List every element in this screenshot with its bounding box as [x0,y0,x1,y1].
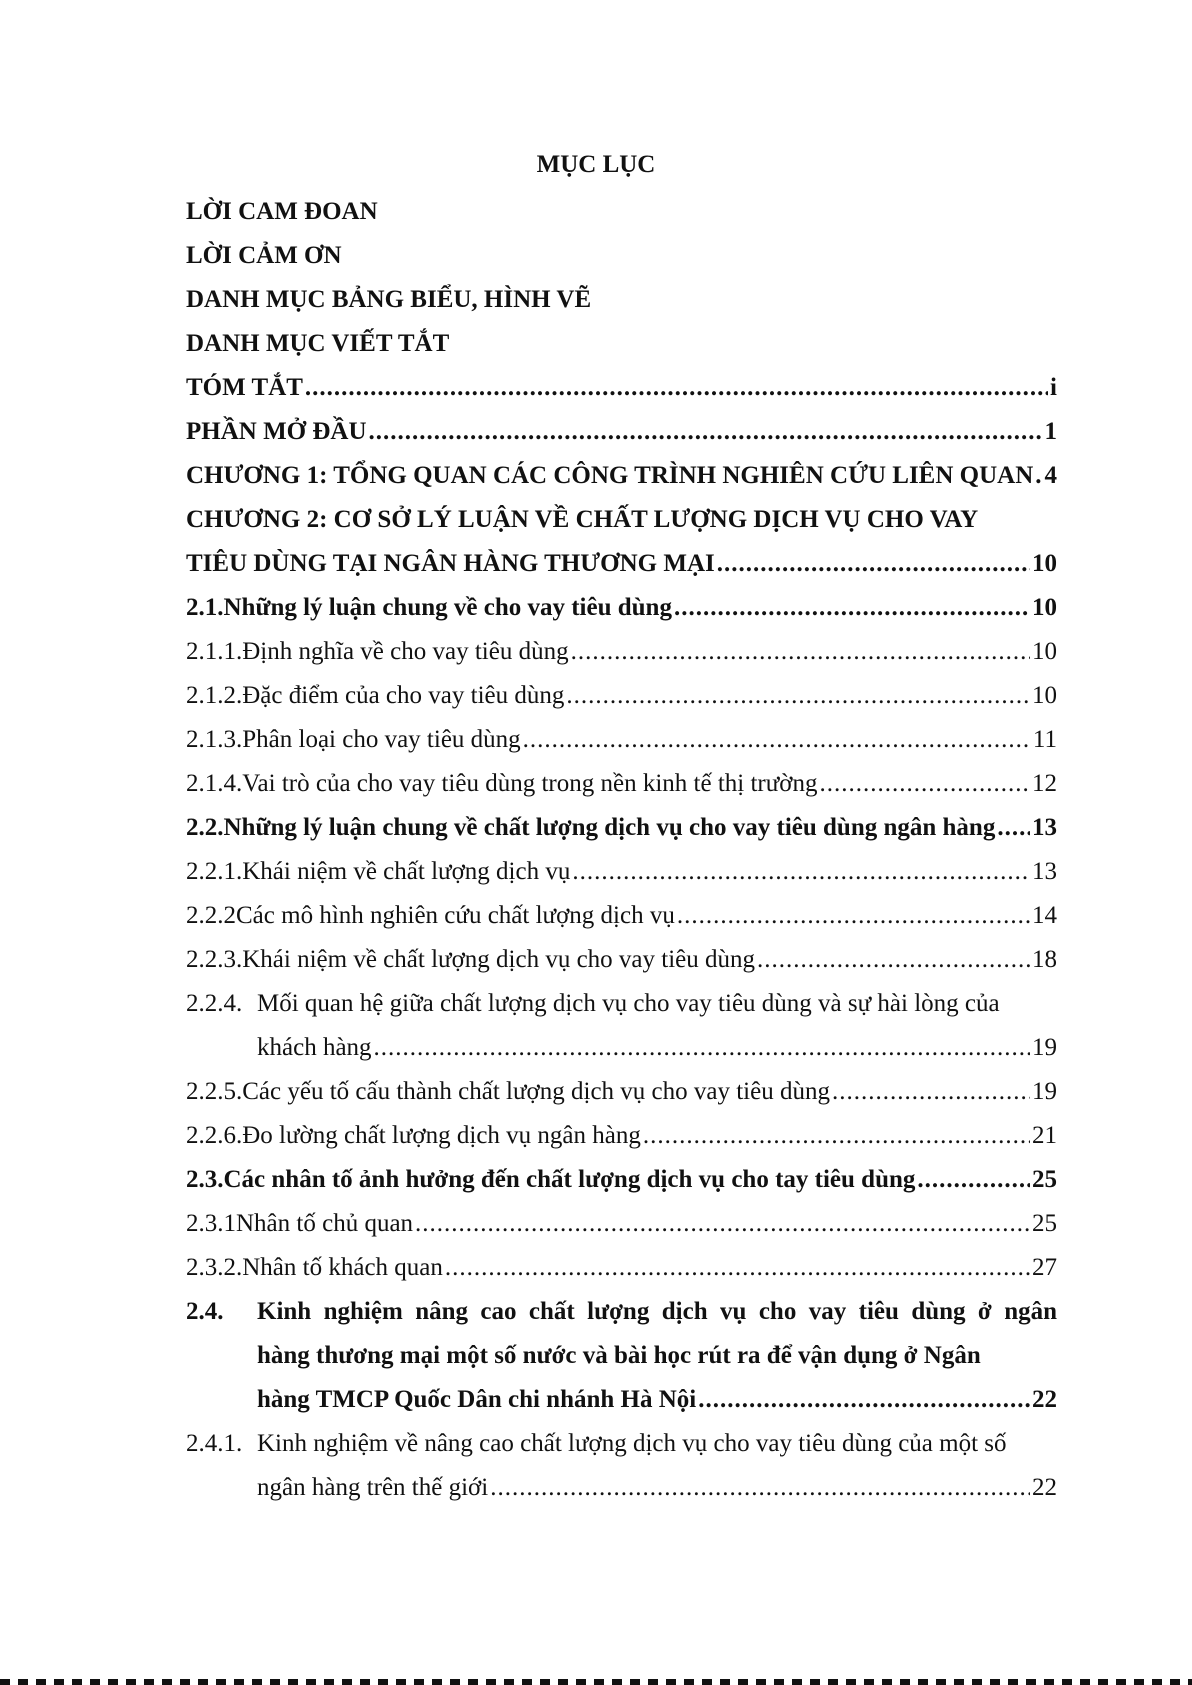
toc-entry-2-1[interactable] [186,586,1057,630]
toc-section-number: 2.2.3. [186,946,243,973]
toc-page-number: 14 [1032,902,1057,929]
toc-entry-text: DANH MỤC BẢNG BIỂU, HÌNH VẼ [186,286,592,313]
toc-entry-2-3-2[interactable] [186,1246,1057,1290]
dot-leader [1035,454,1042,498]
toc-entry-text: Định nghĩa về cho vay tiêu dùng [242,638,569,665]
dot-leader [566,674,1030,718]
toc-page-number: 22 [1032,1386,1057,1413]
toc-page-number: 13 [1032,814,1057,841]
toc-page-number: 1 [1044,418,1057,445]
toc-entry-2-1-4[interactable] [186,762,1057,806]
dot-leader [643,1114,1030,1158]
toc-entry-text-line: CHƯƠNG 2: CƠ SỞ LÝ LUẬN VỀ CHẤT LƯỢNG DỊCH VỤ CHO VAY [186,506,979,533]
toc-entry-text: Nhân tố chủ quan [236,1210,414,1237]
dot-leader [445,1246,1030,1290]
toc-section-number: 2.3. [186,1166,224,1193]
toc-entry-2-4[interactable] [186,1290,1057,1422]
dot-leader [917,1158,1030,1202]
toc-page-number: 11 [1032,726,1057,753]
toc-entry-text: Khái niệm về chất lượng dịch vụ cho vay tiêu dùng [242,946,756,973]
toc-entry-text-line: Kinh nghiệm về nâng cao chất lượng dịch vụ cho vay tiêu dùng của một số [257,1430,1007,1457]
toc-page-number: 10 [1032,594,1057,621]
toc-page-number: 19 [1032,1078,1057,1105]
dot-leader [523,718,1031,762]
dot-leader [374,1026,1030,1070]
toc-entry-2-1-1[interactable] [186,630,1057,674]
toc-section-number: 2.1.2. [186,682,243,709]
toc-entry-text: DANH MỤC VIẾT TẮT [186,330,450,357]
toc-section-number: 2.1.4. [186,770,243,797]
dot-leader [571,630,1030,674]
toc-section-number: 2.2.1. [186,858,243,885]
dot-leader [415,1202,1030,1246]
dot-leader [997,806,1030,850]
toc-entry-phan-mo-dau[interactable] [186,410,1057,454]
toc-entry-loi-cam-on[interactable] [186,234,1057,278]
toc-entry-text: Phân loại cho vay tiêu dùng [242,726,521,753]
toc-section-number: 2.2. [186,814,224,841]
toc-page-number: 13 [1032,858,1057,885]
toc-entry-text: Đặc điểm của cho vay tiêu dùng [242,682,565,709]
dot-leader [572,850,1030,894]
toc-entry-text: TÓM TẮT [186,374,303,401]
toc-entry-text: Khái niệm về chất lượng dịch vụ [242,858,571,885]
toc-entry-tom-tat[interactable] [186,366,1057,410]
toc-entry-text: Vai trò của cho vay tiêu dùng trong nền kinh tế thị trường [242,770,818,797]
toc-entry-text: PHẦN MỞ ĐẦU [186,418,367,445]
toc-entry-danh-muc-bang-bieu[interactable] [186,278,1057,322]
toc-entry-2-2-4[interactable] [186,982,1057,1070]
toc-page-number: 12 [1032,770,1057,797]
toc-entry-text-line: ngân hàng trên thế giới [257,1474,489,1501]
toc-entry-text-line: Mối quan hệ giữa chất lượng dịch vụ cho vay tiêu dùng và sự hài lòng của [257,990,1000,1017]
toc-entry-text: Những lý luận chung về cho vay tiêu dùng [223,594,672,621]
toc-entry-2-2[interactable] [186,806,1057,850]
toc-entry-danh-muc-viet-tat[interactable] [186,322,1057,366]
toc-page-number: 27 [1032,1254,1057,1281]
dot-leader [717,542,1030,586]
table-of-contents [186,190,1057,1510]
toc-entry-text: CHƯƠNG 1: TỔNG QUAN CÁC CÔNG TRÌNH NGHIÊN CỨU LIÊN QUAN [186,462,1034,489]
toc-entry-text: Nhân tố khách quan [242,1254,443,1281]
toc-entry-2-2-2[interactable] [186,894,1057,938]
toc-entry-text-line: hàng TMCP Quốc Dân chi nhánh Hà Nội [257,1386,697,1413]
toc-section-number: 2.1.1. [186,638,243,665]
toc-entry-text-line: Kinh nghiệm nâng cao chất lượng dịch vụ cho vay tiêu dùng ở ngân [257,1298,1057,1325]
toc-entry-chuong-2[interactable] [186,498,1057,586]
dot-leader [674,586,1030,630]
toc-entry-2-2-5[interactable] [186,1070,1057,1114]
dot-leader [757,938,1030,982]
toc-page-number: 18 [1032,946,1057,973]
toc-entry-text: Đo lường chất lượng dịch vụ ngân hàng [242,1122,641,1149]
toc-entry-text-line: TIÊU DÙNG TẠI NGÂN HÀNG THƯƠNG MẠI [186,550,715,577]
toc-section-number: 2.2.5. [186,1078,243,1105]
toc-section-number: 2.3.1 [186,1210,236,1237]
toc-section-number: 2.2.6. [186,1122,243,1149]
toc-page-number: 25 [1032,1210,1057,1237]
toc-section-number: 2.2.4. [186,990,243,1017]
toc-entry-text: LỜI CẢM ƠN [186,242,342,269]
toc-entry-2-2-6[interactable] [186,1114,1057,1158]
toc-entry-text: Các mô hình nghiên cứu chất lượng dịch vụ [236,902,675,929]
toc-entry-text-line: khách hàng [257,1034,372,1061]
toc-entry-2-1-3[interactable] [186,718,1057,762]
toc-entry-2-2-3[interactable] [186,938,1057,982]
toc-entry-text: LỜI CAM ĐOAN [186,198,378,225]
dot-leader [305,366,1048,410]
dot-leader [369,410,1043,454]
page-title: MỤC LỤC [536,151,656,178]
toc-entry-text: Các nhân tố ảnh hưởng đến chất lượng dịch vụ cho tay tiêu dùng [223,1166,916,1193]
toc-entry-text-line: hàng thương mại một số nước và bài học rút ra để vận dụng ở Ngân [257,1342,981,1369]
toc-entry-2-4-1[interactable] [186,1422,1057,1510]
toc-page-number: 10 [1032,682,1057,709]
dot-leader [698,1378,1030,1422]
dot-leader [490,1466,1030,1510]
toc-section-number: 2.4.1. [186,1430,243,1457]
toc-page-number: 4 [1044,462,1057,489]
toc-entry-2-3-1[interactable] [186,1202,1057,1246]
toc-entry-chuong-1[interactable] [186,454,1057,498]
toc-page-number: 22 [1032,1474,1057,1501]
toc-entry-text: Các yếu tố cấu thành chất lượng dịch vụ cho vay tiêu dùng [242,1078,830,1105]
toc-page-number: 10 [1032,550,1057,577]
toc-page-number: i [1050,374,1057,401]
toc-page-number: 25 [1032,1166,1057,1193]
toc-section-number: 2.3.2. [186,1254,243,1281]
page-bottom-dashed-border [0,1679,1192,1685]
toc-entry-2-1-2[interactable] [186,674,1057,718]
dot-leader [820,762,1030,806]
toc-entry-loi-cam-doan[interactable] [186,190,1057,234]
toc-page-number: 21 [1032,1122,1057,1149]
toc-page-number: 10 [1032,638,1057,665]
toc-section-number: 2.1. [186,594,224,621]
toc-entry-text: Những lý luận chung về chất lượng dịch vụ cho vay tiêu dùng ngân hàng [223,814,996,841]
dot-leader [677,894,1030,938]
toc-section-number: 2.4. [186,1298,224,1325]
toc-page-number: 19 [1032,1034,1057,1061]
dot-leader [832,1070,1030,1114]
toc-section-number: 2.2.2 [186,902,236,929]
toc-entry-2-3[interactable] [186,1158,1057,1202]
toc-section-number: 2.1.3. [186,726,243,753]
toc-entry-2-2-1[interactable] [186,850,1057,894]
